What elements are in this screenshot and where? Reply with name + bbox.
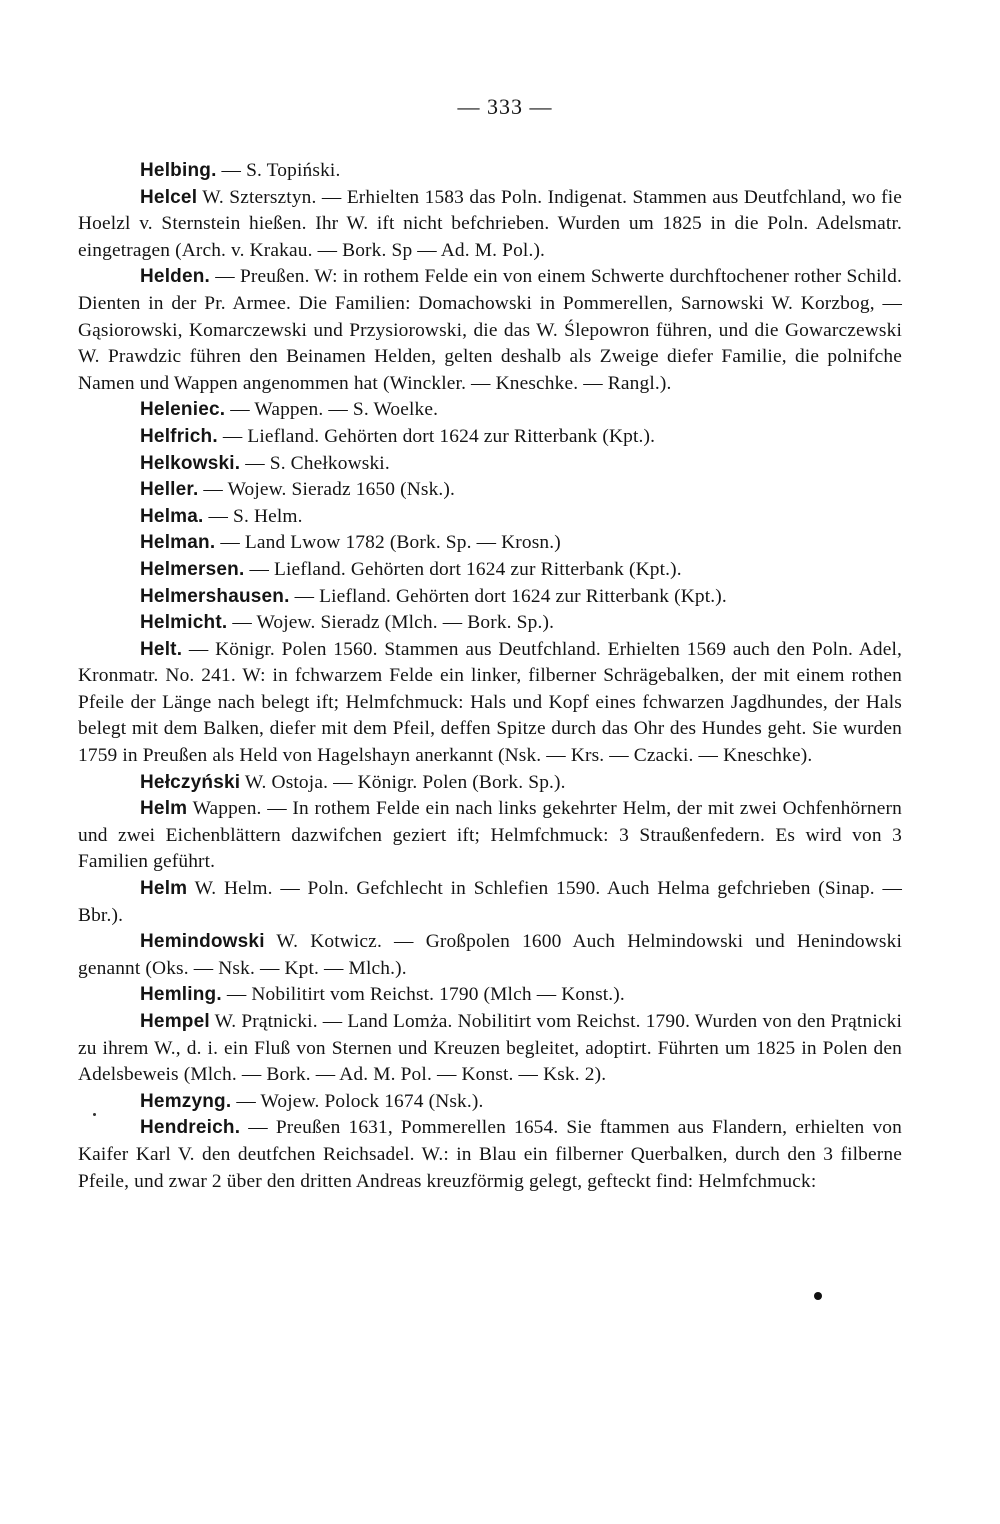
entry-text: W. Helm. — Poln. Gefchlecht in Schlefien 1590. Auch Helma gefchrieben (Sinap. — Bbr.). — [78, 878, 902, 926]
entry — [78, 637, 902, 770]
margin-bullet — [814, 1292, 822, 1300]
entry-text: — Liefland. Gehörten dort 1624 zur Ritterbank (Kpt.). — [217, 425, 656, 447]
entry — [78, 1115, 902, 1195]
entry — [78, 982, 902, 1009]
entry-headword: Heller. — [140, 479, 199, 501]
entry-headword: Helbing. — [140, 160, 217, 181]
entry — [78, 424, 902, 451]
entry-text: — Königr. Polen 1560. Stammen aus Deutfchland. Erhielten 1569 auch den Poln. Adel, Kronmatr. No. 241. W: in fchwarzem Felde ein linker, filberner Schrägebalken, der mit einem rothen Pfeile der Länge nach belegt ift; Helmfchmuck: Hals und Kopf eines fchwarzen Jagdhundes, der Hals belegt mit dem Balken, diefer mit dem Pfeil, deffen Spitze durch das Ohr des Hundes geht. Sie wurden 1759 in Preußen als Held von Hagelshayn anerkannt (Nsk. — Krs. — Czacki. — Kneschke). — [78, 638, 902, 767]
entry-text: W. Kotwicz. — Großpolen 1600 Auch Helmindowski und Henindowski genannt (Oks. — Nsk. — Kpt. — Mlch.). — [78, 931, 902, 979]
entry — [78, 530, 902, 557]
entry-headword: Helmershausen. — [140, 585, 290, 607]
entry — [78, 504, 902, 531]
entry-text: — Wojew. Sieradz (Mlch. — Bork. Sp.). — [227, 612, 555, 634]
entry-headword: Helden. — [140, 266, 211, 288]
entry-text: — Wojew. Sieradz 1650 (Nsk.). — [198, 479, 456, 501]
margin-dot — [93, 1113, 96, 1116]
entry-headword: Helma. — [140, 505, 204, 527]
entry — [78, 158, 902, 185]
entry — [78, 185, 902, 265]
entry-headword: Hendreich. — [140, 1117, 241, 1139]
page-number: — 333 — — [457, 94, 553, 119]
entry — [78, 477, 902, 504]
book-page — [78, 94, 902, 1195]
entry-text: — Land Lwow 1782 (Bork. Sp. — Krosn.) — [215, 532, 561, 554]
entry — [78, 610, 902, 637]
entry — [78, 264, 902, 397]
entry-headword: Hełczyński — [140, 771, 241, 793]
entry-text: — Preußen 1631, Pommerellen 1654. Sie ftammen aus Flandern, erhielten von Kaifer Karl V. den deutfchen Reichsadel. W.: in Blau ein filberner Querbalken, durch den 3 filberne Pfeile, und zwar 2 über den dritten Andreas kreuzförmig gelegt, gefteckt find: Helmfchmuck: — [78, 1117, 902, 1192]
entry-text: W. Prątnicki. — Land Lomża. Nobilitirt vom Reichst. 1790. Wurden von den Prątnicki zu ihrem W., d. i. ein Fluß von Sternen und Kreuzen begleitet, adoptirt. Führten um 1825 in Polen den Adelsbeweis (Mlch. — Bork. — Ad. M. Pol. — Konst. — Ksk. 2). — [78, 1011, 902, 1086]
entry-text: — S. Topiński. — [216, 160, 341, 181]
entry-text: — Liefland. Gehörten dort 1624 zur Ritterbank (Kpt.). — [244, 558, 682, 580]
entry-text: — S. Chełkowski. — [240, 452, 390, 474]
entry-headword: Hemindowski — [140, 931, 265, 953]
entry-headword: Hemling. — [140, 984, 222, 1006]
entry-text: — Wojew. Polock 1674 (Nsk.). — [231, 1090, 484, 1112]
entry-headword: Helmicht. — [140, 612, 228, 634]
entry-text: — S. Helm. — [203, 505, 303, 527]
entry — [78, 1089, 902, 1116]
entry-headword: Hemzyng. — [140, 1090, 232, 1112]
entry — [78, 876, 902, 929]
entry — [78, 451, 902, 478]
entry-headword: Hempel — [140, 1011, 210, 1032]
entry-text: — Liefland. Gehörten dort 1624 zur Ritterbank (Kpt.). — [289, 585, 727, 607]
entry — [78, 796, 902, 876]
entry — [78, 929, 902, 982]
entry — [78, 557, 902, 584]
entry-headword: Helkowski. — [140, 452, 241, 474]
entry — [78, 584, 902, 611]
entry-text: — Nobilitirt vom Reichst. 1790 (Mlch — Konst.). — [221, 984, 625, 1006]
entry-headword: Helcel — [140, 186, 198, 208]
entry-text: — Preußen. W: in rothem Felde ein von einem Schwerte durchftochener rother Schild. Dienten in der Pr. Armee. Die Familien: Domachowski in Pommerellen, Sarnowski W. Korzbog, — Gąsiorowski, Komarczewski und Przysiorowski, die das W. Ślepowron führen, und die Gowarczewski W. Prawdzic führen den Beinamen Helden, gelten deshalb als Zweige diefer Familie, die polnifche Namen und Wappen angenommen hat (Winckler. — Kneschke. — Rangl.). — [78, 266, 902, 394]
entry — [78, 397, 902, 424]
entry-text: W. Ostoja. — Königr. Polen (Bork. Sp.). — [240, 771, 566, 793]
entry-headword: Helmersen. — [140, 558, 245, 580]
entry — [78, 770, 902, 797]
entry-text: W. Sztersztyn. — Erhielten 1583 das Poln. Indigenat. Stammen aus Deutfchland, wo fie Hoelzl v. Sternstein hießen. Ihr W. ift nicht befchrieben. Wurden um 1825 in die Poln. Adelsmatr. eingetragen (Arch. v. Krakau. — Bork. Sp — Ad. M. Pol.). — [78, 186, 902, 261]
entry-list — [78, 158, 902, 1195]
entry-headword: Heleniec. — [140, 399, 226, 421]
entry-text: Wappen. — In rothem Felde ein nach links gekehrter Helm, der mit zwei Ochfenhörnern und zwei Eichenblättern dazwifchen geziert ift; Helmfchmuck: 3 Straußenfedern. Es wird von 3 Familien geführt. — [78, 798, 902, 873]
entry-headword: Helt. — [140, 638, 183, 660]
entry-headword: Helfrich. — [140, 425, 218, 447]
entry-headword: Helm — [140, 878, 188, 900]
entry-text: — Wappen. — S. Woelke. — [225, 399, 439, 421]
entry — [78, 1009, 902, 1089]
entry-headword: Helm — [140, 798, 188, 820]
entry-headword: Helman. — [140, 532, 216, 554]
